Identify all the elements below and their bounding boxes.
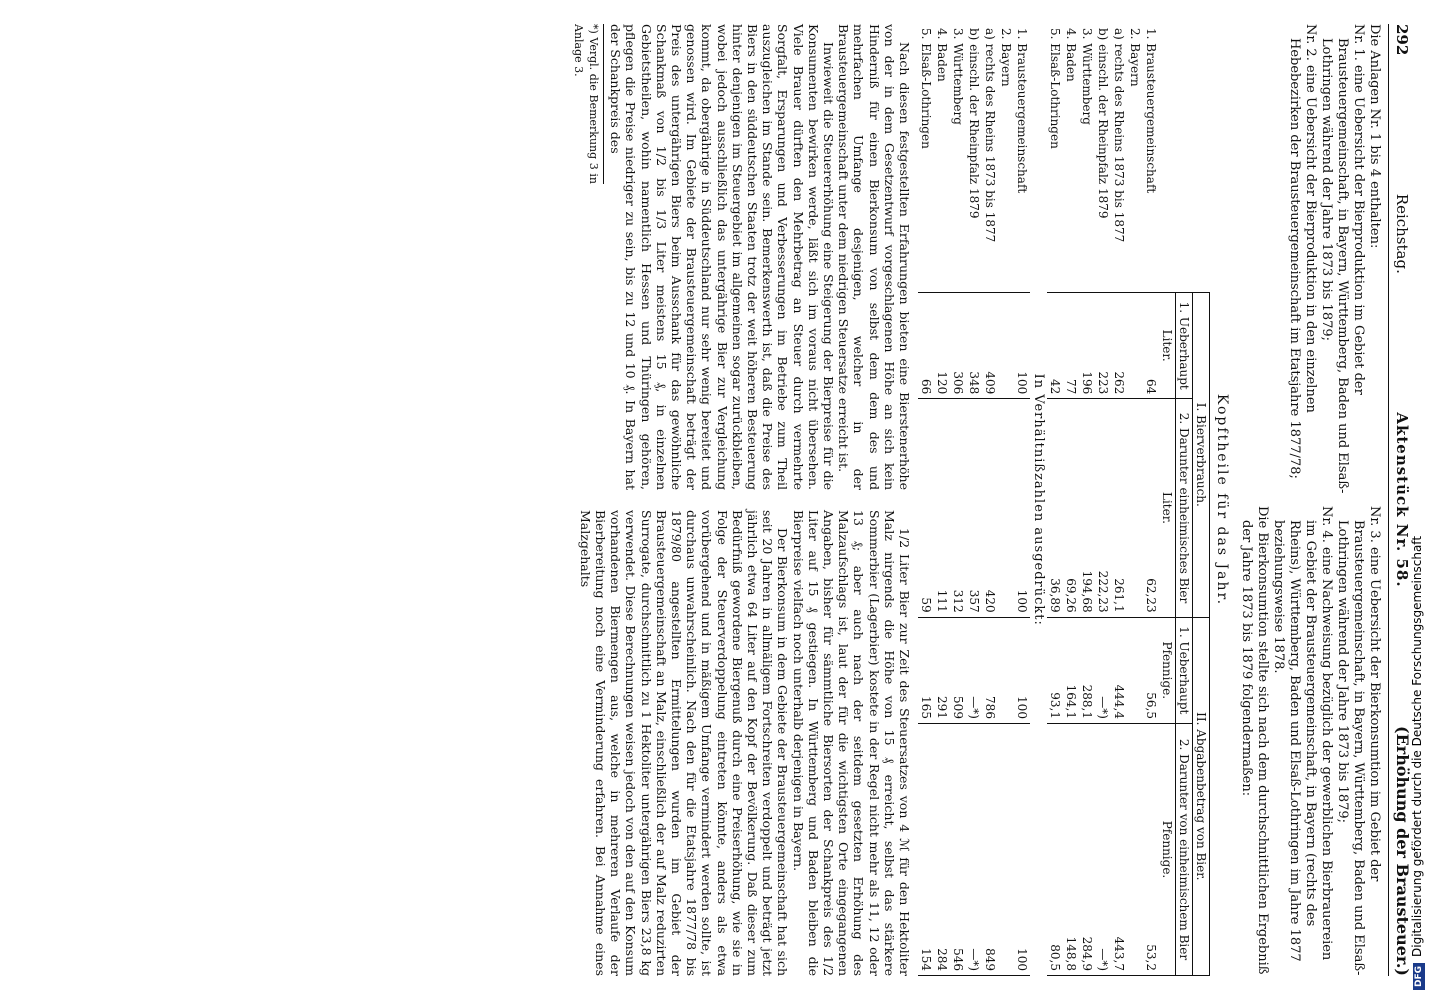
intro-item: Nr. 1. eine Uebersicht der Bierproduktion im Gebiet der Brausteuergemeinschaft, in Bayern, Württemberg, Baden und Elsaß-Lothringen während der Jahre 1873 bis 1879; [1319, 24, 1366, 494]
table-cell: 111 [934, 399, 950, 617]
row-label: 1. Brausteuergemeinschaft [1015, 28, 1029, 194]
table-cell: 849 [982, 723, 998, 975]
digitization-credit: Digitalisierung gefördert durch die Deutsche Forschungsgemeinschaft [1410, 535, 1424, 957]
page-number: 292 [1393, 24, 1411, 56]
unit-label: Liter. [1159, 399, 1176, 617]
table-cell: 306 [950, 293, 966, 399]
table-cell: 194,68 [1079, 399, 1095, 617]
table-cell: 93,1 [1047, 617, 1063, 723]
table-cell: 100 [1014, 399, 1030, 617]
table-cell: 154 [918, 723, 934, 975]
paragraph: 1/2 Liter Bier zur Zeit des Steuersatzes von 4 ℳ für den Hektoliter Malz nirgends die Höhe von 15 ₰ erreicht, selbst das stärkere Sommerbier (Lagerbier) kostete in der Regel nicht mehr als 11, 12 oder 13 ₰; aber auch nach der seitdem gesetzten Erhöhung des Malzaufschlags ist, laut der für die wichtigsten Orte eingegangenen Angaben, bisher für sämmtliche Biersorten der Schankpreis des 1/2 Liter auf 15 ₰ gestiegen. In Württemberg und Baden bleiben die Bierpreise vielfach noch unterhalb derjenigen in Bayern. [790, 510, 912, 976]
dfg-logo: DFG [1413, 963, 1425, 990]
row-label: 5. Elsaß-Lothringen [919, 28, 933, 149]
table-cell: 444,4 [1111, 617, 1127, 723]
row-label: 1. Brausteuergemeinschaft [1144, 28, 1158, 194]
group-header-tax: II. Abgabenbetrag von Bier. [1193, 617, 1210, 975]
intro-section [1238, 24, 1382, 976]
table-row [1127, 24, 1143, 976]
table-cell [1127, 399, 1143, 617]
table-cell: 164,1 [1063, 617, 1079, 723]
table-cell: 223 [1095, 293, 1111, 399]
group-header-consumption: I. Bierverbrauch. [1193, 293, 1210, 618]
header-right: (Erhöhung der Brausteuer.) [1393, 726, 1412, 976]
table-cell: —*) [966, 617, 982, 723]
table-cell [1127, 293, 1143, 399]
table-row [1047, 24, 1063, 976]
row-label: 3. Württemberg [951, 28, 965, 125]
table-cell: 284,9 [1079, 723, 1095, 975]
col-header: 1. Ueberhaupt [1176, 617, 1193, 723]
table-cell: 222,23 [1095, 399, 1111, 617]
table-cell [998, 293, 1014, 399]
table-cell: 59 [918, 399, 934, 617]
table-cell: 120 [934, 293, 950, 399]
table-cell: 53,2 [1143, 723, 1159, 975]
intro-item: Nr. 3. eine Uebersicht der Bierkonsumtion im Gebiet der Brausteuergemeinschaft, in Bayern, Württemberg, Baden und Elsaß-Lothringen während der Jahre 1873 bis 1879; [1335, 506, 1382, 976]
col-header: 2. Darunter einheimisches Bier [1176, 399, 1193, 617]
consumption-table [918, 24, 1210, 976]
table-row [1063, 24, 1079, 976]
intro-item: Nr. 2. eine Uebersicht der Bierproduktion in den einzelnen Hebebezirken der Brausteuergemeinschaft im Etatsjahre 1877/78; [1287, 24, 1318, 479]
row-label: 5. Elsaß-Lothringen [1048, 28, 1062, 149]
table-cell: 261,1 [1111, 399, 1127, 617]
unit-label: Liter. [1159, 293, 1176, 399]
unit-label: Pfennige. [1159, 723, 1176, 975]
table-row [966, 24, 982, 976]
table-cell: 66 [918, 293, 934, 399]
table-row [918, 24, 934, 976]
row-label: 3. Württemberg [1080, 28, 1094, 125]
table-cell: 80,5 [1047, 723, 1063, 975]
table-cell: 165 [918, 617, 934, 723]
table-cell: 69,26 [1063, 399, 1079, 617]
table-row [950, 24, 966, 976]
ratio-title: In Verhältnißzahlen ausgedrückt: [1031, 373, 1046, 626]
table-row [998, 24, 1014, 976]
paragraph: Der Bierkonsum in dem Gebiete der Brausteuergemeinschaft hat sich seit 20 Jahren in allmäligem Fortschreiten verdoppelt und beträgt jetzt jährlich etwa 64 Liter auf den Kopf der Bevölkerung. Daß dieser zum Bedürfniß gewordene Biergenuß durch eine Preiserhöhung, wie sie in Folge der Steuerverdoppelung eintreten könnte, anders als etwa vorübergehend und in mäßigem Umfange vermindert werden sollte, ist durchaus unwahrscheinlich. Nach den für die Etatsjahre 1877/78 bis 1879/80 angestellten Ermittelungen wurden im Gebiet der Brausteuergemeinschaft an Malz, einschließlich der auf Malz reduzirten Surrogate, durchschnittlich zu 1 Hektoliter untergährigen Biers 23,8 kg verwendet. Diese Berechnungen weisen jedoch von den auf den Konsum vorhandenen Biermengen aus, welche in mehreren Verlaufe der Bierbereitung noch eine Verminderung erfahren. Bei Annahme eines Malzgehalts [577, 510, 791, 976]
col-header: 2. Darunter von einheimischem Bier [1176, 723, 1193, 975]
table-cell [998, 617, 1014, 723]
table-cell [998, 399, 1014, 617]
side-credit-strip [1402, 0, 1432, 1000]
intro-lead: Die Anlagen Nr. 1 bis 4 enthalten: [1367, 24, 1382, 249]
row-label: a) rechts des Rheins 1873 bis 1877 [1112, 28, 1126, 243]
table-title: Kopftheile für das Jahr. [1214, 393, 1230, 607]
table-cell: 196 [1079, 293, 1095, 399]
intro-closing: Die Bierkonsumtion stellte sich nach dem durchschnittlichen Ergebniß der Jahre 1873 bis 1879 folgendermaßen: [1239, 506, 1270, 975]
table-row [1095, 24, 1111, 976]
table-cell: 786 [982, 617, 998, 723]
table-cell: 312 [950, 399, 966, 617]
table-row [1014, 24, 1030, 976]
table-cell: —*) [966, 723, 982, 975]
table-cell: 36,89 [1047, 399, 1063, 617]
table-cell: 443,7 [1111, 723, 1127, 975]
table-cell: 77 [1063, 293, 1079, 399]
unit-label: Pfennige. [1159, 617, 1176, 723]
col-header: 1. Ueberhaupt [1176, 293, 1193, 399]
table-cell: 42 [1047, 293, 1063, 399]
table-cell: 100 [1014, 617, 1030, 723]
table-cell: —*) [1095, 723, 1111, 975]
table-cell: 357 [966, 399, 982, 617]
table-cell: 100 [1014, 723, 1030, 975]
row-label: 2. Bayern [1128, 28, 1142, 87]
row-label: b) einschl. der Rheinpfalz 1879 [1096, 28, 1110, 219]
body-text [571, 24, 912, 976]
row-label: 4. Baden [935, 28, 949, 82]
table-cell: 288,1 [1079, 617, 1095, 723]
table-cell: 284 [934, 723, 950, 975]
row-label: 2. Bayern [999, 28, 1013, 87]
table-row [1111, 24, 1127, 976]
table-cell: 291 [934, 617, 950, 723]
table-cell: 348 [966, 293, 982, 399]
header-middle: Aktenstück Nr. 58. [1393, 412, 1411, 588]
table-row [1079, 24, 1095, 976]
footnote: *) Vergl. die Bemerkung 3 in Anlage 3. [571, 24, 604, 184]
paragraph: Inwieweit die Steuererhöhung eine Steigerung der Bierpreise für die Konsumenten bewirken werde, läßt sich im voraus nicht übersehen. Viele Brauer dürften den Mehrbetrag an Steuer durch vermehrte Sorgfalt, Ersparungen und Verbesserungen im Betriebe zum Theil auszugleichen im Stande sein. Bemerkenswerth ist, daß die Preise des Biers in den süddeutschen Staaten trotz der weit höheren Besteuerung hinter denjenigen im Steuergebiet im allgemeinen sogar zurückbleiben, wobei jedoch ausschließlich das untergährige Bier zur Vergleichung kommt, da obergährige in Süddeutschland nur sehr wenig bereitet und genossen wird. Im Gebiete der Brausteuergemeinschaft beträgt der Preis des untergährigen Biers beim Ausschank für das gewöhnliche Schankmaß von 1/2 bis 1/3 Liter meistens 15 ₰, in einzelnen Gebietstheilen, wohin namentlich Hessen und Thüringen gehören, pflegen die Preise niedriger zu sein, bis zu 12 und 10 ₰. In Bayern hat der Schankpreis des [608, 24, 836, 490]
table-cell: —*) [1095, 617, 1111, 723]
intro-item: Nr. 4. eine Nachweisung bezüglich der gewerblichen Bierbrauereien im Gebiet der Brausteuergemeinschaft, in Bayern (rechts des Rheins), Württemberg, Baden und Elsaß-Lothringen im Jahre 1877 beziehungsweise 1878. [1271, 506, 1334, 962]
table-row [1143, 24, 1159, 976]
table-cell: 509 [950, 617, 966, 723]
table-row [982, 24, 998, 976]
header-left: Reichstag. [1393, 193, 1411, 274]
row-label: 4. Baden [1064, 28, 1078, 82]
table-cell: 62,23 [1143, 399, 1159, 617]
table-cell [1127, 723, 1143, 975]
row-label: a) rechts des Rheins 1873 bis 1877 [983, 28, 997, 243]
table-cell: 420 [982, 399, 998, 617]
table-cell: 409 [982, 293, 998, 399]
table-cell [1127, 617, 1143, 723]
table-cell: 100 [1014, 293, 1030, 399]
table-cell [998, 723, 1014, 975]
row-label: b) einschl. der Rheinpfalz 1879 [967, 28, 981, 219]
table-cell: 56,5 [1143, 617, 1159, 723]
table-cell: 262 [1111, 293, 1127, 399]
table-row [934, 24, 950, 976]
table-cell: 148,8 [1063, 723, 1079, 975]
table-cell: 546 [950, 723, 966, 975]
table-cell: 64 [1143, 293, 1159, 399]
paragraph: Nach diesen festgestellten Erfahrungen bieten eine Bierstenerhöhe von der in dem Gesetzentwurf vorgeschlagenen Höhe an sich kein Hinderniß für einen Bierkonsum von selbst dem dem des und mehrfachen Umfange desjenigen, welcher in der Brausteuergemeinschaft unter dem niedrigen Steuersatze erreicht ist. [836, 24, 912, 490]
